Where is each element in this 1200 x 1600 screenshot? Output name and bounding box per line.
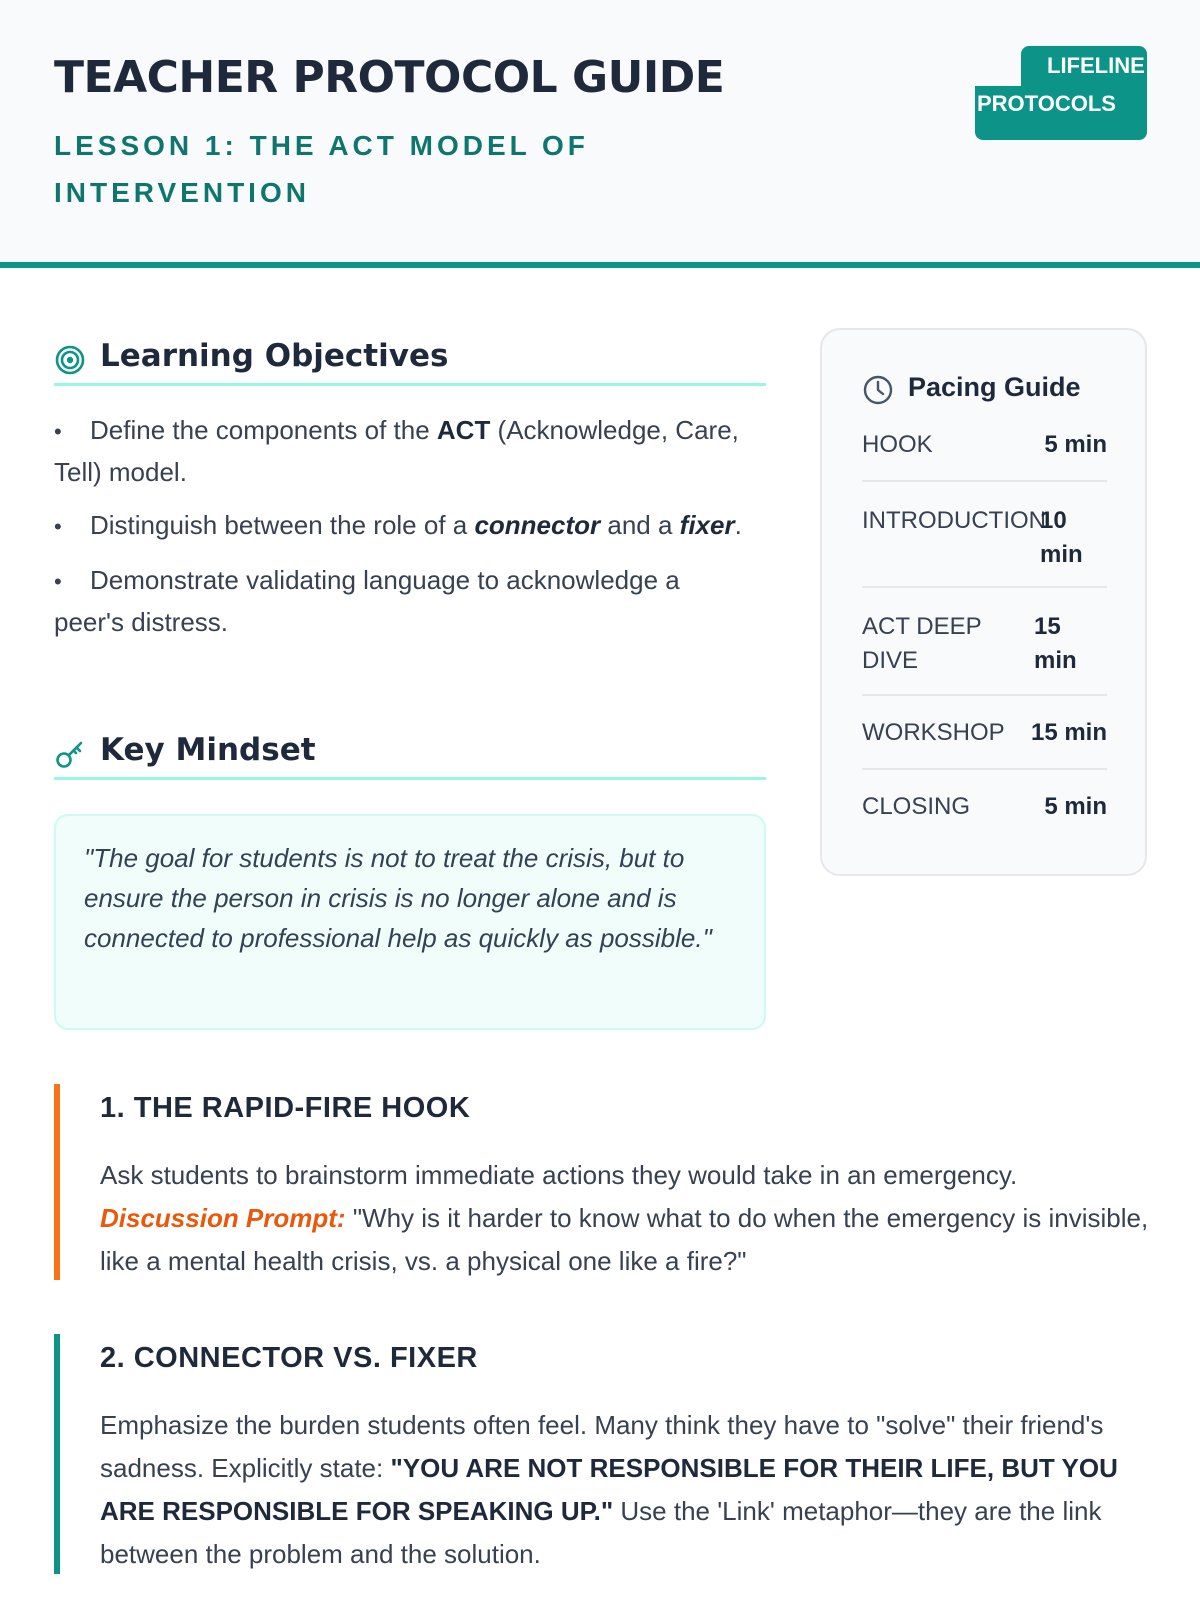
badge-line-2: PROTOCOLS [975, 86, 1147, 140]
pacing-row [862, 504, 1107, 588]
objective-emphasis: connector [474, 510, 601, 540]
pacing-row [862, 610, 1107, 696]
clock-icon [862, 374, 894, 406]
lifeline-protocols-badge [975, 46, 1147, 142]
pacing-segment-name: WORKSHOP [862, 719, 1005, 746]
objective-emphasis: fixer [679, 510, 735, 540]
step-body [100, 1404, 1154, 1576]
pacing-segment-time: 10 min [1040, 507, 1083, 568]
bullet-icon: • [54, 514, 62, 539]
pacing-segment-time: 5 min [1044, 793, 1107, 820]
objective-text: and a [600, 510, 680, 540]
step-body [100, 1154, 1154, 1283]
pacing-segment-time: 15 min [1034, 613, 1077, 674]
objectives-list [54, 410, 754, 655]
step-title: 1. THE RAPID-FIRE HOOK [100, 1092, 471, 1124]
pacing-row [862, 716, 1107, 770]
key-icon [54, 738, 86, 770]
objectives-heading-text: Learning Objectives [100, 338, 449, 374]
pacing-guide-title [862, 372, 1122, 408]
quote-text: "The goal for students is not to treat the crisis, but to ensure the person in crisis is no longer alone and is connected to professional help as quickly as possible." [84, 843, 712, 953]
step-hook [54, 1084, 1154, 1280]
page-title: TEACHER PROTOCOL GUIDE [54, 52, 725, 103]
objective-text: (Acknowledge, Care, Tell) model. [54, 415, 739, 487]
pacing-segment-name: ACT DEEP DIVE [862, 613, 982, 674]
pacing-guide-card [820, 328, 1147, 876]
badge-line-1: LIFELINE [1021, 46, 1147, 86]
mindset-quote [54, 814, 766, 1030]
pacing-row [862, 790, 1107, 840]
objective-text: Distinguish between the role of a [90, 510, 475, 540]
objective-text: Demonstrate validating language to acknowledge a peer's distress. [54, 565, 680, 637]
step-text: Ask students to brainstorm immediate actions they would take in an emergency. [100, 1160, 1018, 1190]
mindset-heading [54, 728, 766, 780]
objective-text: . [734, 510, 742, 540]
bullet-icon: • [54, 419, 62, 444]
page-header [0, 0, 1200, 268]
pacing-segment-name: HOOK [862, 431, 933, 458]
objective-bold: ACT [436, 415, 491, 445]
list-item [54, 410, 754, 492]
step-text: "Why is it harder to know what to do when the emergency is invisible, like a mental health crisis, vs. a physical one like a fire?" [100, 1203, 1149, 1276]
step-text: Emphasize the burden students often feel. Many think they have to "solve" their friend's sadness. Explicitly state: [100, 1410, 1104, 1483]
pacing-segment-time: 5 min [1044, 431, 1107, 458]
objective-text: Define the components of the [90, 415, 437, 445]
pacing-segment-time: 15 min [1030, 719, 1107, 746]
step-text: Use the 'Link' metaphor—they are the link between the problem and the solution. [100, 1496, 1102, 1569]
list-item [54, 560, 754, 642]
pacing-guide-title-text: Pacing Guide [908, 372, 1081, 402]
lesson-subtitle: LESSON 1: THE ACT MODEL OF INTERVENTION [54, 130, 589, 208]
pacing-segment-name: CLOSING [862, 793, 971, 820]
discussion-prompt-label: Discussion Prompt: [100, 1203, 346, 1233]
pacing-segment-name: INTRODUCTION [862, 507, 1046, 534]
bullet-icon: • [54, 569, 62, 594]
step-connector-vs-fixer [54, 1334, 1154, 1574]
step-title: 2. CONNECTOR VS. FIXER [100, 1342, 478, 1374]
mindset-heading-text: Key Mindset [100, 732, 316, 768]
objectives-heading [54, 334, 766, 386]
target-icon [54, 344, 86, 376]
pacing-row [862, 428, 1107, 482]
step-emphasis: "YOU ARE NOT RESPONSIBLE FOR THEIR LIFE, BUT YOU ARE RESPONSIBLE FOR SPEAKING UP." [100, 1453, 1118, 1526]
list-item [54, 505, 754, 547]
